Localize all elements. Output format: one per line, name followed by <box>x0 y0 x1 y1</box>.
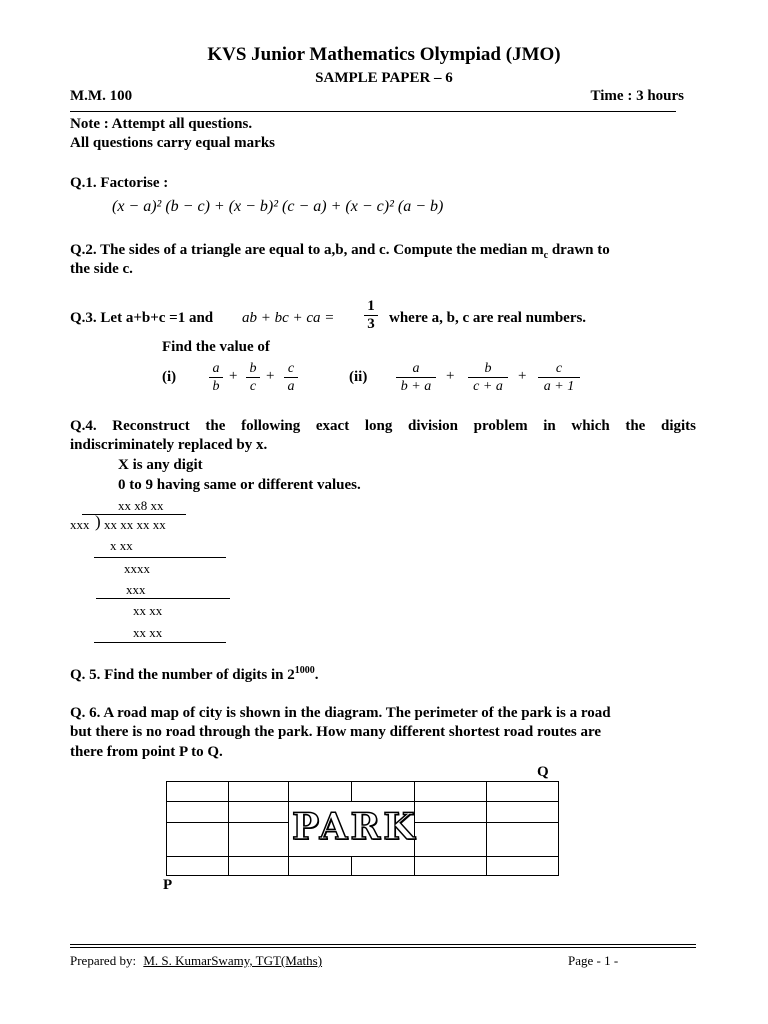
footer-prepared-by <box>70 953 322 969</box>
q1-text: Q.1. Factorise : <box>70 175 169 191</box>
frac-den: a <box>287 379 295 394</box>
grid-cell <box>228 822 289 857</box>
grid-cell <box>486 801 559 823</box>
note-line-1: Note : Attempt all questions. <box>70 116 253 132</box>
q4-line-4: 0 to 9 having same or different values. <box>118 477 361 493</box>
division-step-2: xxxx <box>124 561 150 576</box>
park-label: PARK <box>292 806 418 848</box>
frac-den: b + a <box>400 379 432 394</box>
frac-den: c + a <box>473 379 503 394</box>
division-step-1: x xx <box>110 538 133 553</box>
grid-cell <box>414 801 487 823</box>
grid-cell <box>486 781 559 802</box>
q3-i-frac-1 <box>209 360 223 395</box>
grid-cell <box>288 781 352 802</box>
division-quotient: xx x8 xx <box>118 498 164 513</box>
grid-cell <box>486 822 559 857</box>
plus-sign: + <box>518 368 527 384</box>
plus-sign: + <box>446 368 455 384</box>
frac-num: c <box>287 361 295 376</box>
grid-cell <box>414 781 487 802</box>
grid-cell <box>166 856 229 876</box>
q3-expression: ab + bc + ca = <box>242 310 335 326</box>
q5-line <box>70 665 319 684</box>
frac-num: c <box>555 361 563 376</box>
division-rule-1 <box>94 557 226 558</box>
frac-num: b <box>484 361 492 376</box>
division-step-5: xx xx <box>133 625 163 640</box>
division-divisor: xxx <box>70 517 90 532</box>
point-q-label: Q <box>537 764 549 780</box>
frac-den: a + 1 <box>543 379 575 394</box>
paper-title: KVS Junior Mathematics Olympiad (JMO) <box>207 44 561 65</box>
grid-cell <box>228 781 289 802</box>
time-allowed: Time : 3 hours <box>590 88 684 104</box>
q3-i-frac-3 <box>284 360 298 395</box>
grid-cell <box>288 856 352 876</box>
grid-cell <box>414 856 487 876</box>
grid-cell <box>166 822 229 857</box>
q2-text-end: drawn to <box>548 242 610 258</box>
point-p-label: P <box>163 877 173 893</box>
grid-cell <box>351 856 415 876</box>
division-step-4: xx xx <box>133 603 163 618</box>
q3-suffix: where a, b, c are real numbers. <box>389 310 587 326</box>
division-bracket: ) <box>95 512 101 531</box>
frac-num: b <box>249 361 257 376</box>
q2-subscript: c <box>543 250 549 261</box>
q4-line-2: indiscriminately replaced by x. <box>70 437 268 453</box>
frac-den: c <box>249 379 257 394</box>
q5-end: . <box>314 667 319 683</box>
q3-part-ii: (ii) <box>349 369 368 385</box>
footer-author: M. S. KumarSwamy, TGT(Maths) <box>143 953 323 968</box>
grid-cell <box>228 856 289 876</box>
max-marks: M.M. 100 <box>70 88 133 104</box>
footer-rule-bottom <box>70 947 696 948</box>
q1-expression: (x − a)² (b − c) + (x − b)² (c − a) + (x − c)² (a − b) <box>112 198 444 215</box>
division-rule-3 <box>94 642 226 643</box>
grid-cell <box>414 822 487 857</box>
grid-cell <box>351 781 415 802</box>
grid-cell <box>486 856 559 876</box>
grid-cell <box>228 801 289 823</box>
paper-subtitle: SAMPLE PAPER – 6 <box>315 70 453 86</box>
q3-frac-num: 1 <box>367 298 375 314</box>
q3-prefix: Q.3. Let a+b+c =1 and <box>70 310 214 326</box>
q6-line-2: but there is no road through the park. How many different shortest road routes are <box>70 724 601 740</box>
q3-i-frac-2 <box>246 360 260 395</box>
frac-den: b <box>212 379 220 394</box>
frac-num: a <box>212 361 220 376</box>
footer-prepared-label: Prepared by: <box>70 953 137 968</box>
q3-ii-frac-1 <box>396 360 436 395</box>
footer-page-number: Page - 1 - <box>568 953 619 968</box>
plus-sign: + <box>229 368 238 384</box>
header-rule <box>70 111 676 112</box>
q6-line-3: there from point P to Q. <box>70 744 223 760</box>
q3-fraction-one-third <box>364 298 378 333</box>
q2-text: Q.2. The sides of a triangle are equal to a,b, and c. Compute the median m <box>70 242 544 258</box>
q3-part-i: (i) <box>162 369 177 385</box>
q3-find: Find the value of <box>162 339 270 355</box>
q5-text: Q. 5. Find the number of digits in 2 <box>70 667 295 683</box>
q2-line-2: the side c. <box>70 261 133 277</box>
q3-ii-frac-3 <box>538 360 580 395</box>
division-step-3: xxx <box>126 582 146 597</box>
q4-line-3: X is any digit <box>118 457 203 473</box>
division-rule-2 <box>96 598 230 599</box>
grid-cell <box>166 781 229 802</box>
q2-line-1 <box>70 242 696 261</box>
q3-frac-den: 3 <box>367 316 375 332</box>
division-dividend: xx xx xx xx <box>104 517 166 532</box>
frac-num: a <box>412 361 420 376</box>
q3-ii-frac-2 <box>468 360 508 395</box>
note-line-2: All questions carry equal marks <box>70 135 276 151</box>
q5-exponent: 1000 <box>294 665 315 676</box>
q4-line-1: Q.4. Reconstruct the following exact long division problem in which the digits <box>70 418 696 434</box>
plus-sign: + <box>266 368 275 384</box>
grid-cell <box>166 801 229 823</box>
footer-rule-top <box>70 944 696 945</box>
q6-line-1: Q. 6. A road map of city is shown in the diagram. The perimeter of the park is a road <box>70 705 611 721</box>
